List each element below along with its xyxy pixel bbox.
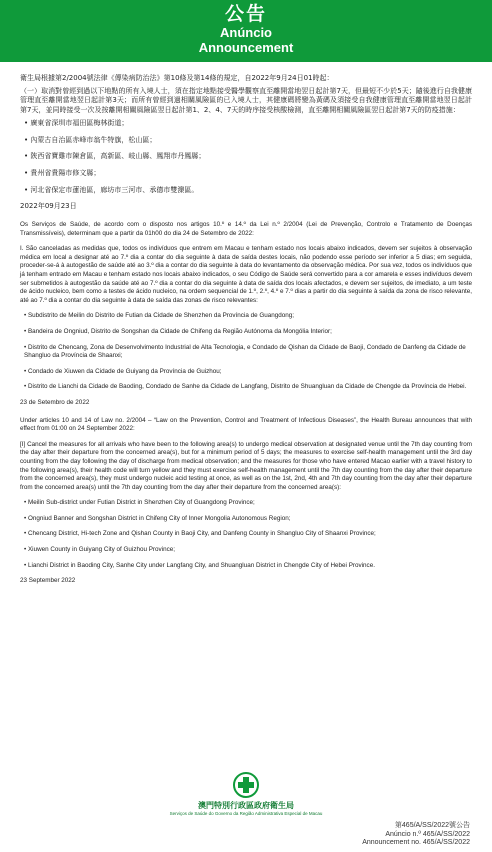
zh-intro: 衛生局根據第2/2004號法律《傳染病防治法》第10條及第14條的規定，自2022年9月24日01時起： [20,74,334,82]
org-name-pt: Serviços de Saúde do Governo da Região Administrativa Especial de Macau [169,811,323,816]
title-en: Announcement [198,40,294,55]
list-item: • Distrito de Lianchi da Cidade de Baoding, Condado de Sanhe da Cidade de Langfang, Distrito de Shuangluan da Cidade de Chengde da Província de Hebei. [24,383,467,391]
list-item: • Chencang District, Hi-tech Zone and Qishan County in Baoji City, and Danfeng County in Shangluo City of Shaanxi Province; [24,530,376,538]
title-pt: Anúncio [220,25,272,40]
section-zh [20,74,472,212]
ref-pt: Anúncio n.º 465/A/SS/2022 [385,830,470,838]
list-item: • Bandeira de Ongniud, Distrito de Songshan da Cidade de Chifeng da Região Autónoma da Mongólia Interior; [24,327,332,335]
list-item: • Ongniud Banner and Songshan District in Chifeng City of Inner Mongolia Autonomous Region; [24,514,291,522]
list-item: • 廣東省深圳市福田區梅林街道； [24,118,129,127]
reference-numbers [362,822,470,848]
list-item: • Lianchi District in Baoding City, Sanhe City under Langfang City, and Shuangluan District in Chengde City of Hebei Province. [24,561,375,569]
ref-zh: 第465/A/SS/2022號公告 [394,822,470,829]
section-en [20,417,472,586]
title-zh: 公告 [224,3,267,25]
pt-date: 23 de Setembro de 2022 [20,398,90,406]
section-pt [20,221,472,408]
ref-en: Announcement no. 465/A/SS/2022 [362,839,470,846]
list-item: • Distrito de Chencang, Zona de Desenvolvimento Industrial de Alta Tecnologia, e Condado de Qishan da Cidade de Baoji, Condado de Danfeng da Cidade de Shangluo da Província de Shaanxi; [24,343,466,360]
health-bureau-logo-icon [233,772,259,798]
list-item: • 貴州省貴陽市修文縣； [24,168,101,177]
en-date: 23 September 2022 [20,577,76,585]
list-item: • Meilin Sub-district under Futian District in Shenzhen City of Guangdong Province; [24,499,255,507]
list-item: • 內蒙古自治區赤峰市翁牛特旗，松山區； [24,135,157,144]
list-item: • Subdistrito de Meilin do Distrito de Futian da Cidade de Shenzhen da Província de Guangdong; [24,312,295,320]
announcement-header [0,0,492,62]
zh-date: 2022年09月23日 [20,202,77,211]
zh-body: （一）取消對曾經到過以下地點的所有入境人士，須在指定地點接受醫學觀察直至離開當地翌日起計第7天，但最短不少於5天；隨後進行自我健康管理直至離開當地翌日起計第3天；而所有曾經到過相關風險區的已入境人士，其健康碼將變為黃碼及須接受自我健康管理直至離開當地翌日起計第7天，並同時接受一次及按離開相關風險區翌日起計第1、2、4、7天的時序接受核酸檢測，直至離開相關風險區翌日起計第7天的防疫措施： [20,86,472,115]
pt-intro: Os Serviços de Saúde, de acordo com o disposto nos artigos 10.º e 14.º da Lei n.º 2/2004 (Lei de Prevenção, Controlo e Tratamento de Doenças Transmissíveis), determinam que a partir da 01h00 do dia 24 de Setembro de 2022: [20,221,472,237]
en-body: [I] Cancel the measures for all arrivals who have been to the following area(s) to undergo medical observation at designated venue until the 7th day counting from the day after their departure from the concerned area(s), but for a minimum period of 5 days; the measures to exercise self-health management until the 3rd day counting from the day following the day of discharge from medical observation; and the measures for those who have entered Macao earlier with a travel history to the following area(s), their health code will turn yellow and they must exercise self-health management until the 7th day counting from the day after their departure from the concerned area(s), they must undergo nucleic acid testing at once, as well as on the 1st, 2nd, 4th and 7th day counting from the day after their departure from the concerned area(s) until the 7th day counting from the day after their departure from the concerned area(s): [20,440,472,491]
announcement-body [20,74,472,595]
en-intro: Under articles 10 and 14 of Law no. 2/2004 – “Law on the Prevention, Control and Treatment of Infectious Diseases”, the Health Bureau announces that with effect from 01:00 on 24 September 2022: [20,416,472,433]
list-item: • Condado de Xiuwen da Cidade de Guiyang da Província de Guizhou; [24,367,222,375]
list-item: • 河北省保定市蓮池區，廊坊市三河市、承德市雙灤區。 [24,185,199,194]
list-item: • Xiuwen County in Guiyang City of Guizhou Province; [24,546,175,554]
list-item: • 陝西省寶雞市陳倉區，高新區、岐山縣、鳳翔市丹鳳縣； [24,152,206,161]
footer [0,772,492,817]
org-name-zh: 澳門特別行政區政府衛生局 [198,801,294,810]
pt-body: I. São canceladas as medidas que, todos os indivíduos que entrem em Macau e tenham estado nos locais abaixo indicados, devem ser sujeitos à observação médica em local a designar até ao 7.º dia a contar do dia seguinte à data de saída destes locais, não podendo esse período ser inferior a 5 dias; em seguida, proceder-se-á à autogestão de saúde até ao 3.º dia a contar do dia seguinte à data do levantamento da observação médica. Por sua vez, todos os indivíduos que já tenham entrado em Macau e tenham estado nos locais abaixo indicados, o seu Código de Saúde será convertido para a cor amarela e esses indivíduos devem ser submetidos à autogestão da saúde até ao 7.º dia a contar do dia seguinte à data de saída dos locais afectados, e devem ser sujeitos, de imediato, a um teste de ácido nucleico, bem como a testes de ácido nucleico, na ordem sequencial de 1.º, 2.º, 4.º e 7.º dias a partir do dia seguinte à saída da zona de risco relevante, até ao 7.º dia a contar do dia seguinte à data de saída das zonas de risco relevantes: [20,245,472,304]
